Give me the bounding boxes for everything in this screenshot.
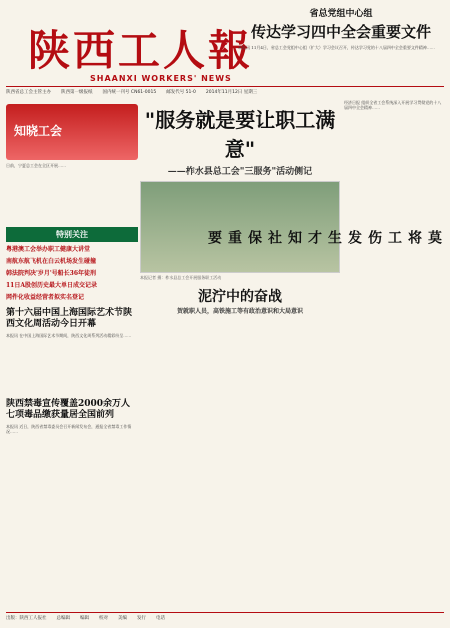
top-news-kicker: 省总党组中心组	[309, 9, 373, 19]
footer-item: 发行	[137, 616, 146, 621]
top-news-headline: 传达学习四中全会重要文件	[250, 23, 431, 41]
footer-item: 校对	[99, 616, 108, 621]
left-column	[6, 100, 138, 484]
story-headline: 陕西禁毒宣传覆盖2000余万人 七项毒品缴获量居全国前列	[6, 399, 131, 420]
footer-item: 出版：陕西工人报社	[6, 616, 47, 621]
lead-story-photo-caption: 本报记者 摄：柞水县总工会开展服务职工活动	[140, 275, 222, 280]
second-story-subtitle: 贺就职人员，高铁施工等有政治意识和大局意识	[176, 308, 303, 315]
left-top-text: 日前，宁夏总工会在全区开展……	[6, 163, 66, 168]
footer-item: 编辑	[80, 616, 89, 621]
promo-banner	[6, 104, 138, 160]
center-column	[140, 100, 340, 315]
footer-item: 电话	[156, 616, 165, 621]
lead-story-subtitle: ——柞水县总工会"三服务"活动侧记	[167, 167, 313, 177]
news-brief-list	[6, 245, 138, 302]
masthead-info-item: 2014年11月12日 星期三	[205, 90, 258, 95]
masthead-info-bar	[6, 86, 444, 96]
news-brief: 粤港澳工会举办职工健康大讲堂	[6, 246, 91, 253]
top-news-lead: 本报讯 11月4日，省总工会党组中心组（扩大）学习会议召开，传达学习党的十八届四中全会重要文件精神……	[238, 45, 435, 50]
lead-story-title: "服务就是要让职工满意"	[144, 108, 336, 161]
masthead	[6, 4, 444, 96]
masthead-logo: 陕西工人報	[28, 26, 254, 75]
top-news-block	[238, 6, 444, 83]
right-column-text: 经济日报 组织全省工会系统深入开展学习贯彻党的十八届四中全会精神……	[344, 100, 442, 110]
vertical-headline: 莫将工伤发生才知社保重要	[206, 230, 442, 244]
masthead-info-item: 邮发代号 51-0	[166, 90, 196, 95]
masthead-info-item: 陕西第一级报纸	[61, 90, 93, 95]
news-brief: 11日A股创历史最大单日成交记录	[6, 282, 98, 289]
footer-bar	[6, 612, 444, 622]
lead-story-photo	[140, 181, 340, 273]
story-body: 本报讯 在中国上海国际艺术节期间，陕西文化周系列活动精彩纷呈……	[6, 333, 132, 338]
story-headline: 第十六届中国上海国际艺术节陕西文化周活动今日开幕	[6, 308, 133, 329]
masthead-info-item: 陕西省总工会主管主办	[6, 90, 51, 95]
promo-title: 知晓工会	[14, 124, 63, 138]
footer-item: 美编	[118, 616, 127, 621]
masthead-en-name: SHAANXI WORKERS' NEWS	[90, 74, 232, 83]
news-brief: 韩法院判决'岁月'号船长36年徒刑	[6, 270, 97, 277]
special-focus-banner: 特别关注	[6, 227, 138, 242]
footer-item: 总编辑	[56, 616, 70, 621]
masthead-info-item: 国内统一刊号 CN61-0015	[102, 90, 157, 95]
story-body: 本报讯 近日，陕西省禁毒委员会召开新闻发布会，通报全省禁毒工作情况……	[6, 424, 132, 434]
news-brief: 南航东航飞机在白云机场发生碰撞	[6, 258, 97, 265]
second-story-title: 泥泞中的奋战	[198, 289, 282, 305]
news-brief: 网件化收益经营者拟实名登记	[6, 294, 85, 301]
